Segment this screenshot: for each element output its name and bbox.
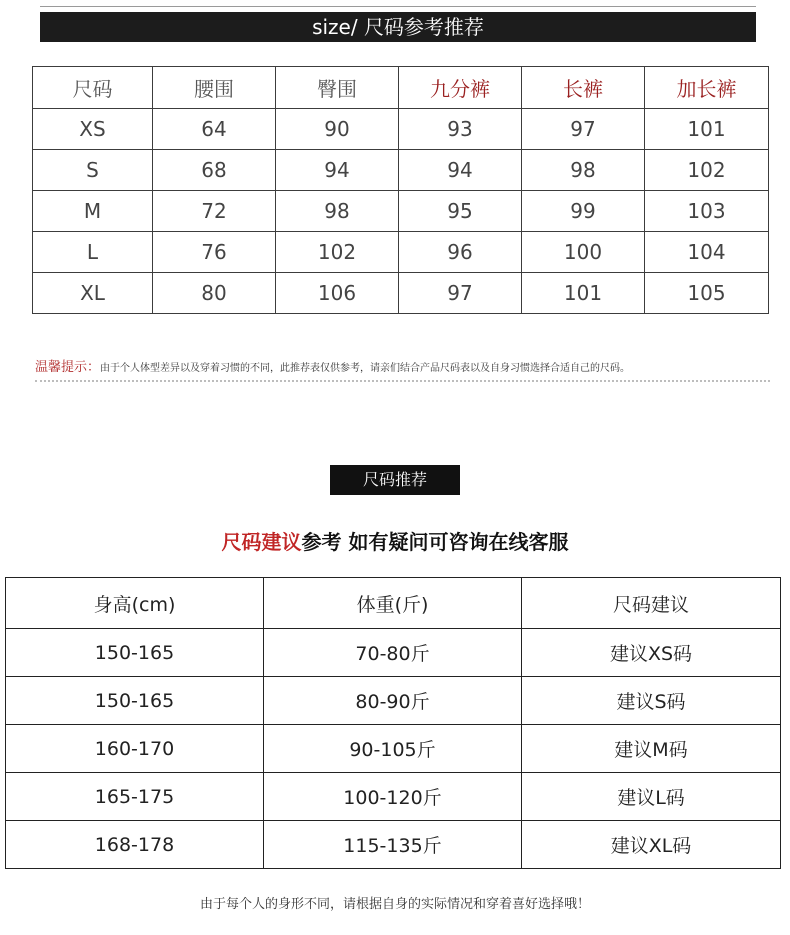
cell-extra-long-length: 105 (645, 273, 769, 314)
header-weight: 体重(斤) (264, 578, 522, 629)
cell-cropped-length: 94 (399, 150, 522, 191)
cell-size: S (33, 150, 153, 191)
cell-waist: 64 (153, 109, 276, 150)
cell-waist: 72 (153, 191, 276, 232)
header-suggestion: 尺码建议 (522, 578, 781, 629)
cell-extra-long-length: 102 (645, 150, 769, 191)
table-row (6, 629, 781, 677)
cell-cropped-length: 97 (399, 273, 522, 314)
cell-waist: 76 (153, 232, 276, 273)
header-long-length: 长裤 (522, 67, 645, 109)
notice-label: 温馨提示： (35, 360, 101, 375)
table-row (33, 273, 769, 314)
size-chart-header-row (33, 67, 769, 109)
table-row (6, 677, 781, 725)
cell-suggestion: 建议S码 (522, 677, 781, 725)
cell-height: 150-165 (6, 677, 264, 725)
header-height: 身高(cm) (6, 578, 264, 629)
cell-size: XS (33, 109, 153, 150)
cell-suggestion: 建议L码 (522, 773, 781, 821)
cell-extra-long-length: 103 (645, 191, 769, 232)
subtitle-rest: 参考 如有疑问可咨询在线客服 (301, 530, 569, 554)
table-row (33, 232, 769, 273)
table-row (33, 191, 769, 232)
cell-height: 160-170 (6, 725, 264, 773)
cell-suggestion: 建议XL码 (522, 821, 781, 869)
cell-weight: 80-90斤 (264, 677, 522, 725)
header-cropped-length: 九分裤 (399, 67, 522, 109)
cell-waist: 80 (153, 273, 276, 314)
cell-long-length: 98 (522, 150, 645, 191)
header-waist: 腰围 (153, 67, 276, 109)
cell-size: XL (33, 273, 153, 314)
table-row (33, 150, 769, 191)
recommend-section-title: 尺码推荐 (330, 465, 460, 495)
header-extra-long-length: 加长裤 (645, 67, 769, 109)
cell-hip: 98 (276, 191, 399, 232)
cell-hip: 94 (276, 150, 399, 191)
header-size: 尺码 (33, 67, 153, 109)
cell-weight: 70-80斤 (264, 629, 522, 677)
size-chart-table (32, 66, 769, 314)
cell-height: 165-175 (6, 773, 264, 821)
cell-cropped-length: 95 (399, 191, 522, 232)
recommend-header-row (6, 578, 781, 629)
cell-extra-long-length: 101 (645, 109, 769, 150)
header-hip: 臀围 (276, 67, 399, 109)
table-row (6, 725, 781, 773)
cell-cropped-length: 93 (399, 109, 522, 150)
cell-size: M (33, 191, 153, 232)
cell-weight: 90-105斤 (264, 725, 522, 773)
cell-size: L (33, 232, 153, 273)
cell-long-length: 100 (522, 232, 645, 273)
top-divider (40, 6, 756, 7)
cell-cropped-length: 96 (399, 232, 522, 273)
notice-text: 由于个人体型差异以及穿着习惯的不同，此推荐表仅供参考，请亲们结合产品尺码表以及自身习惯选择合适自己的尺码。 (100, 363, 631, 374)
cell-hip: 102 (276, 232, 399, 273)
cell-weight: 115-135斤 (264, 821, 522, 869)
cell-weight: 100-120斤 (264, 773, 522, 821)
cell-suggestion: 建议XS码 (522, 629, 781, 677)
size-recommendation-table (5, 577, 781, 869)
cell-extra-long-length: 104 (645, 232, 769, 273)
cell-hip: 90 (276, 109, 399, 150)
cell-height: 150-165 (6, 629, 264, 677)
cell-hip: 106 (276, 273, 399, 314)
size-notice (35, 356, 775, 375)
dotted-divider (35, 380, 770, 382)
table-row (33, 109, 769, 150)
cell-suggestion: 建议M码 (522, 725, 781, 773)
cell-height: 168-178 (6, 821, 264, 869)
cell-long-length: 97 (522, 109, 645, 150)
table-row (6, 773, 781, 821)
recommend-subtitle (0, 526, 790, 555)
footnote: 由于每个人的身形不同，请根据自身的实际情况和穿着喜好选择哦！ (199, 897, 590, 912)
subtitle-highlight: 尺码建议 (221, 530, 302, 554)
banner-title: size/ 尺码参考推荐 (40, 12, 756, 42)
cell-long-length: 101 (522, 273, 645, 314)
cell-long-length: 99 (522, 191, 645, 232)
cell-waist: 68 (153, 150, 276, 191)
table-row (6, 821, 781, 869)
